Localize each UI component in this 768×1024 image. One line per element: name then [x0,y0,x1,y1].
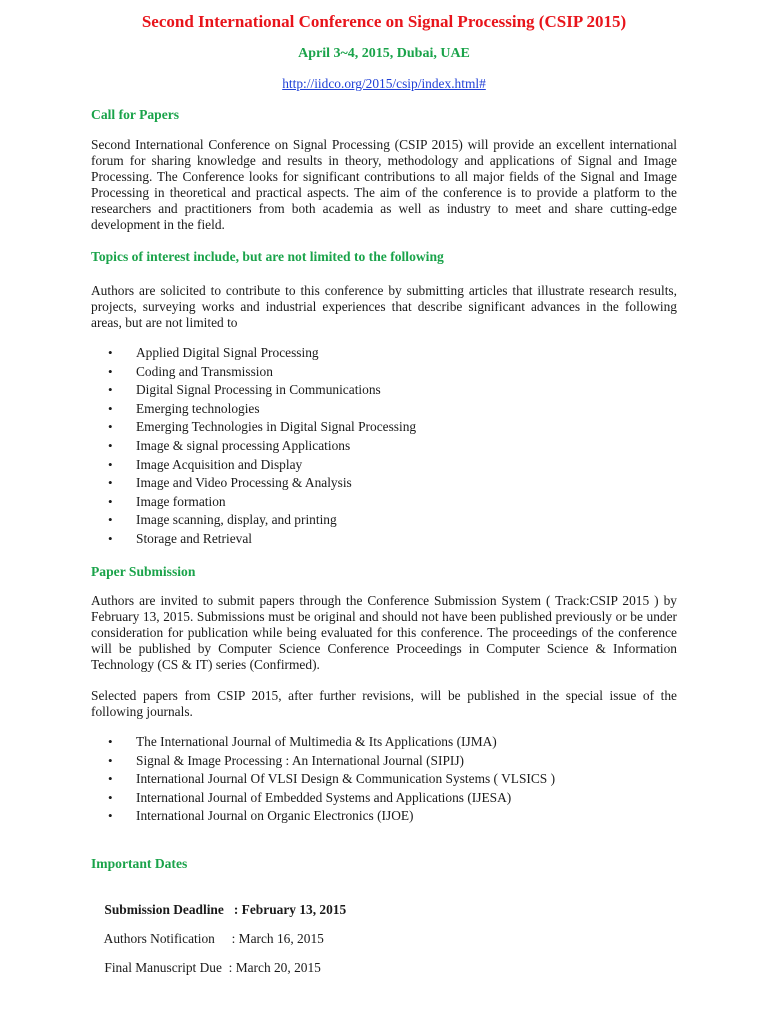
call-for-papers-heading: Call for Papers [91,107,180,122]
paper-submission-text: Authors are invited to submit papers through the Conference Submission System ( Track:CSIP 2015 ) by February 13, 2015. Submissions must be original and should not have been published previously or be under consideration for publication while being evaluated for this conference. The proceedings of the conference will be published by Computer Science Conference Proceedings in Computer Science & Information Technology (CS & IT) series (Confirmed). [91,593,677,672]
list-item: • Image & signal processing Applications [108,437,416,456]
date-label: Submission Deadline [104,902,224,917]
page-title: Second International Conference on Signal Processing (CSIP 2015) [141,12,627,31]
list-item: • Image scanning, display, and printing [108,511,416,530]
list-item: • International Journal of Embedded Systems and Applications (IJESA) [108,789,555,808]
journals-list [108,733,555,826]
date-label: Final Manuscript Due [104,960,222,975]
call-for-papers-text: Second International Conference on Signal Processing (CSIP 2015) will provide an excellent international forum for sharing knowledge and results in theory, methodology and applications of Signal and Image Processing. The Conference looks for significant contributions to all major fields of the Signal and Image Processing in theoretical and practical aspects. The aim of the conference is to provide a platform to the researchers and practitioners from both academia as well as industry to meet and share cutting-edge development in the field. [91,137,677,232]
list-item: • Signal & Image Processing : An International Journal (SIPIJ) [108,752,555,771]
list-item: • Coding and Transmission [108,363,416,382]
conference-link[interactable]: http://iidco.org/2015/csip/index.html# [282,76,486,91]
list-item: • Image and Video Processing & Analysis [108,474,416,493]
list-item: • Image Acquisition and Display [108,456,416,475]
paper-submission-heading: Paper Submission [91,564,196,579]
list-item: • Emerging Technologies in Digital Signal Processing [108,418,416,437]
list-item: • International Journal Of VLSI Design & Communication Systems ( VLSICS ) [108,770,555,789]
topics-intro: Authors are solicited to contribute to this conference by submitting articles that illustrate research results, projects, surveying works and industrial experiences that describe significant advances in the following areas, but are not limited to [91,283,677,330]
special-issue-text: Selected papers from CSIP 2015, after further revisions, will be published in the special issue of the following journals. [91,688,677,719]
topics-list [108,344,416,549]
date-label: Authors Notification [103,931,215,946]
date-value: : March 20, 2015 [228,960,321,975]
important-dates-heading: Important Dates [91,856,188,871]
date-value: : February 13, 2015 [233,902,347,917]
conference-url [0,76,768,92]
list-item: • Applied Digital Signal Processing [108,344,416,363]
list-item: • Emerging technologies [108,400,416,419]
list-item: • International Journal on Organic Electronics (IJOE) [108,807,555,826]
list-item: • The International Journal of Multimedia & Its Applications (IJMA) [108,733,555,752]
list-item: • Digital Signal Processing in Communications [108,381,416,400]
date-value: : March 16, 2015 [231,931,324,946]
list-item: • Storage and Retrieval [108,530,416,549]
date-row-manuscript [91,944,321,992]
conference-date: April 3~4, 2015, Dubai, UAE [298,46,470,61]
list-item: • Image formation [108,493,416,512]
topics-heading: Topics of interest include, but are not limited to the following [91,249,444,264]
